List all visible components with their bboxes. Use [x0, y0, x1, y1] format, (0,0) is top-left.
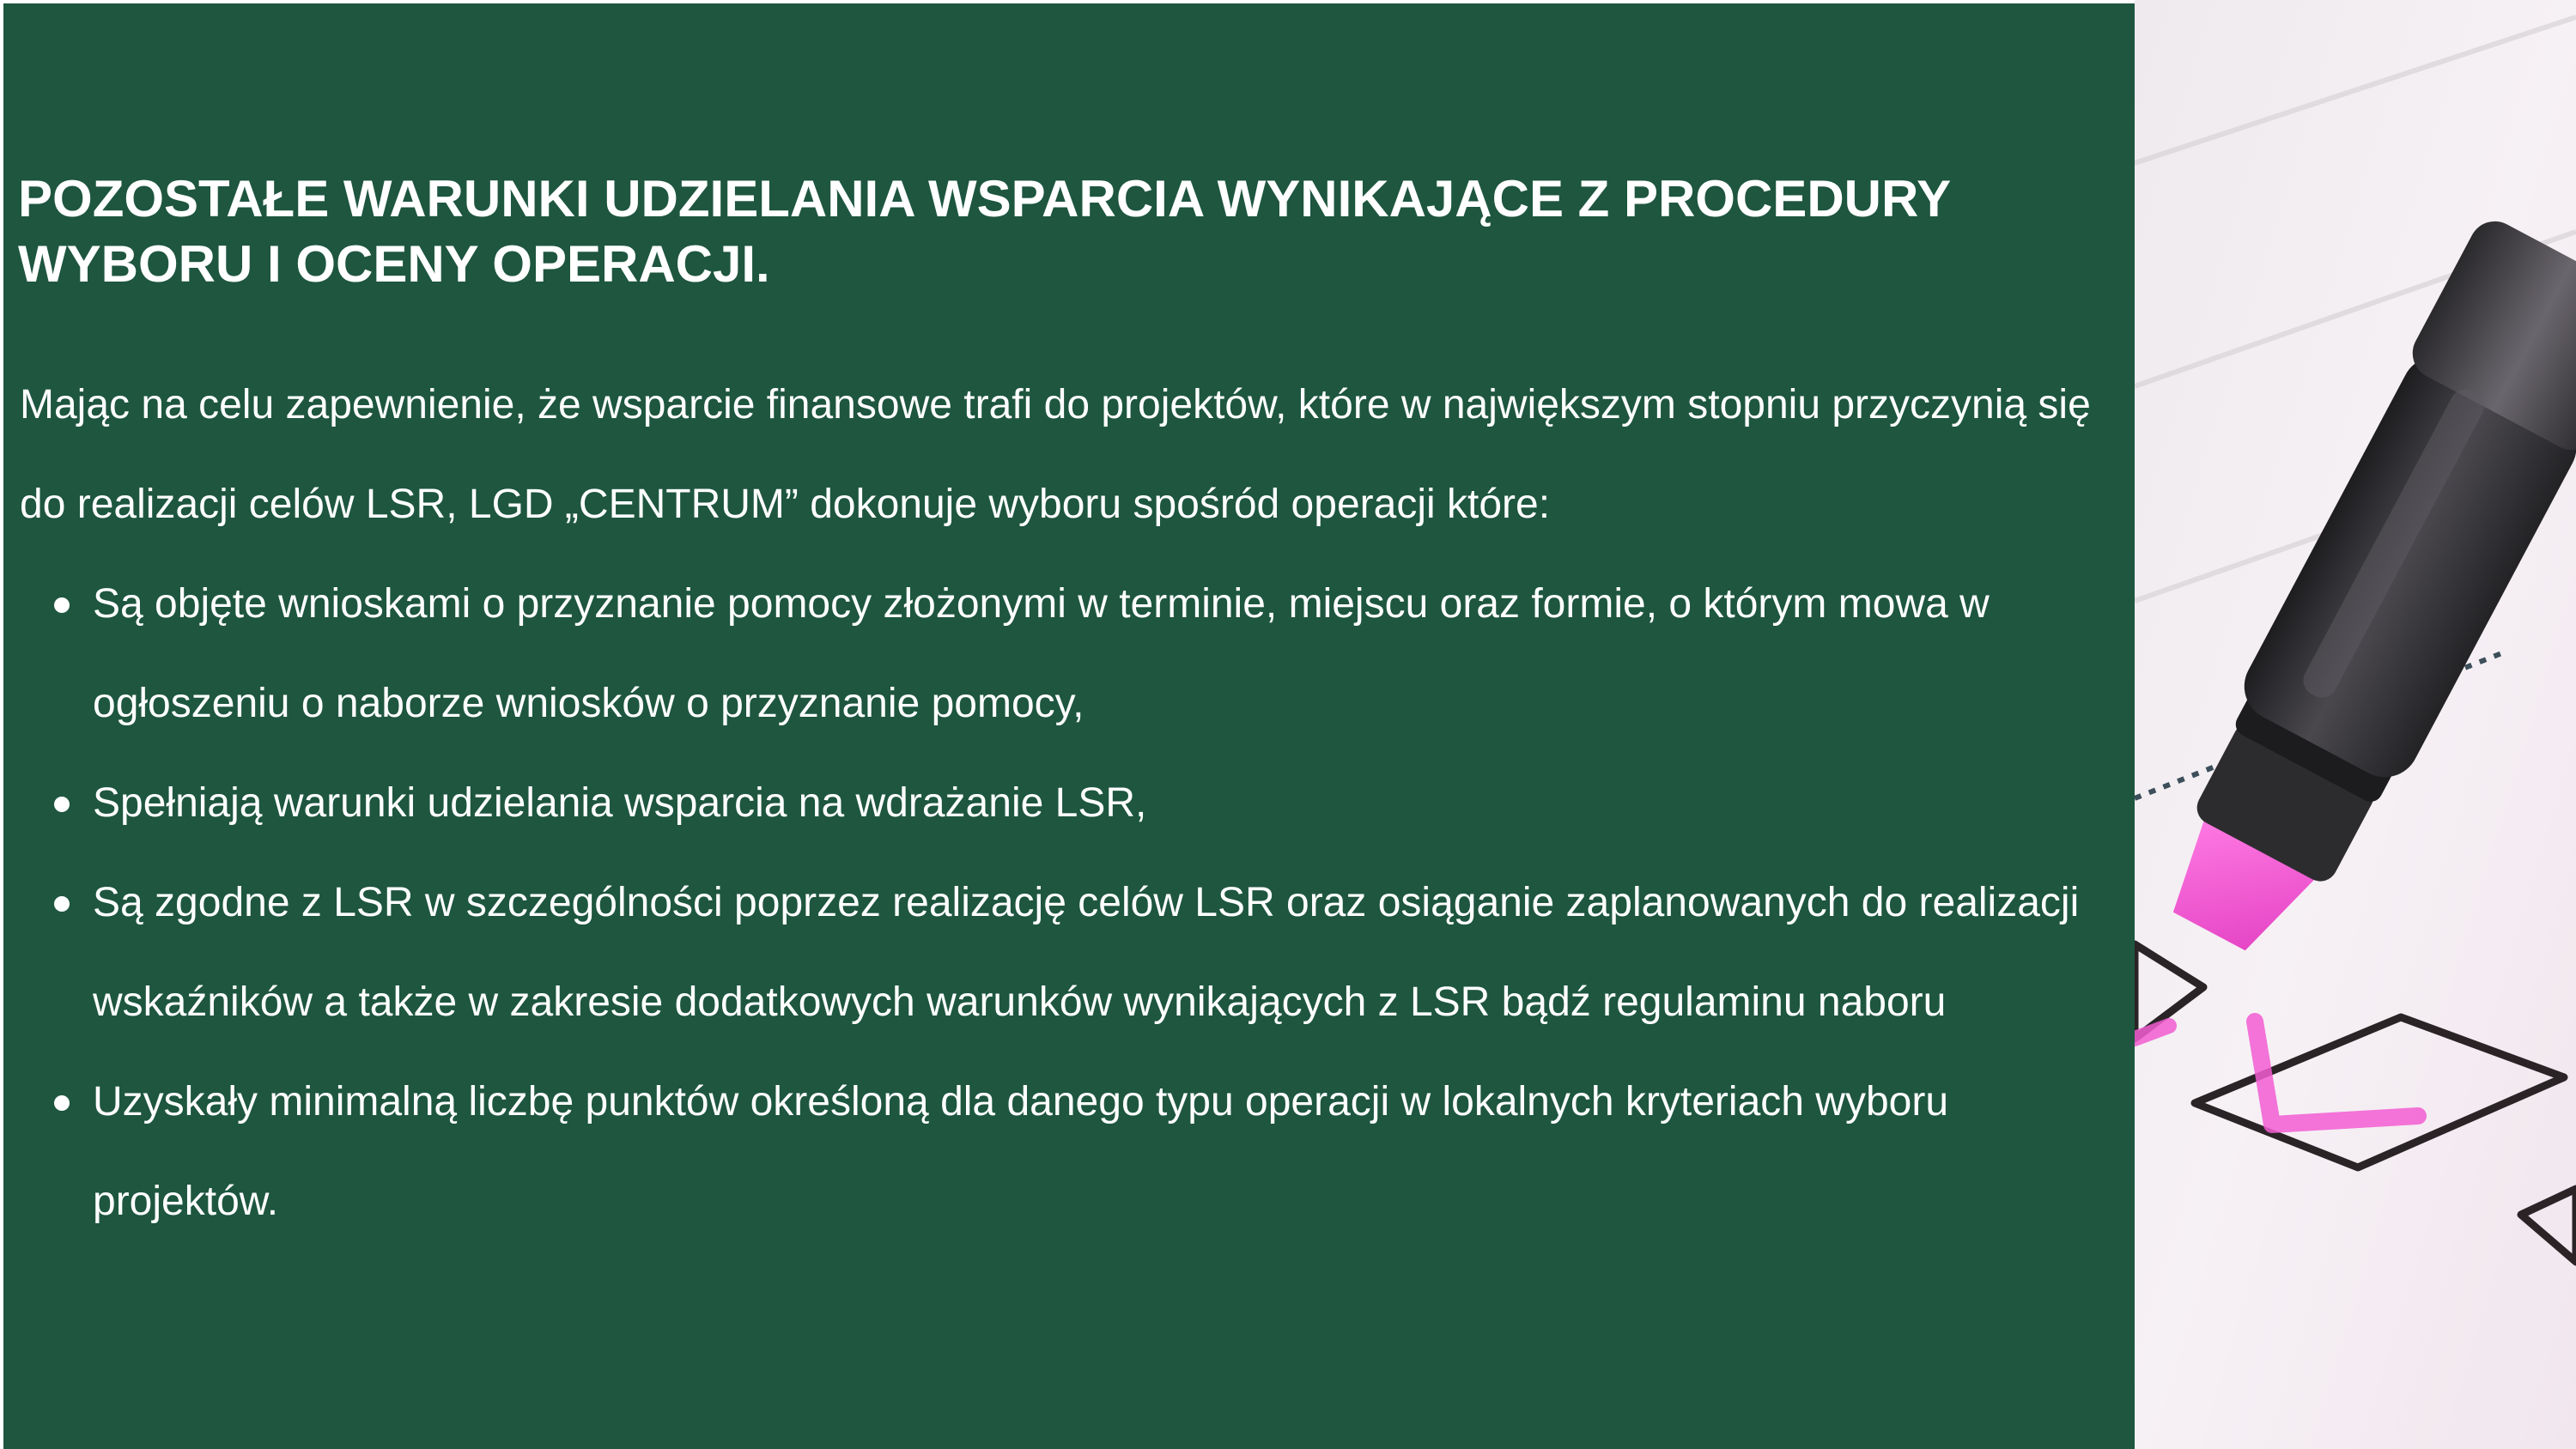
slide-title: POZOSTAŁE WARUNKI UDZIELANIA WSPARCIA WYNIKAJĄCE Z PROCEDURY WYBORU I OCENY OPERACJI.: [18, 170, 1951, 293]
conditions-list: [20, 555, 2098, 1252]
list-item: [20, 555, 2098, 754]
list-item-text: Są zgodne z LSR w szczególności poprzez realizację celów LSR oraz osiąganie zaplanowanych do realizacji wskaźników a także w zakresie dodatkowych warunków wynikających z LSR bądź regulaminu naboru: [93, 880, 2080, 1025]
bullet-icon: [54, 896, 70, 912]
list-item: [20, 853, 2098, 1052]
bullet-icon: [54, 1095, 70, 1111]
list-item: [20, 1052, 2098, 1252]
bullet-icon: [54, 597, 70, 613]
list-item-text: Spełniają warunki udzielania wsparcia na wdrażanie LSR,: [93, 780, 1147, 826]
intro-paragraph: Mając na celu zapewnienie, że wsparcie finansowe trafi do projektów, które w największym stopniu przyczynią się do realizacji celów LSR, LGD „CENTRUM” dokonuje wyboru spośród operacji które:: [20, 382, 2091, 527]
slide-body: [20, 355, 2098, 1252]
content-panel: [3, 3, 2135, 1449]
list-item-text: Są objęte wnioskami o przyznanie pomocy złożonymi w terminie, miejscu oraz formie, o którym mowa w ogłoszeniu o naborze wniosków o przyznanie pomocy,: [93, 581, 1990, 726]
bullet-icon: [54, 797, 70, 812]
list-item-text: Uzyskały minimalną liczbę punktów określoną dla danego typu operacji w lokalnych kryteriach wyboru projektów.: [93, 1079, 1949, 1224]
highlighter-checkbox-photo: [2135, 0, 2576, 1449]
list-item: [20, 754, 2098, 853]
highlighter-checkbox-illustration: [2135, 0, 2576, 1449]
